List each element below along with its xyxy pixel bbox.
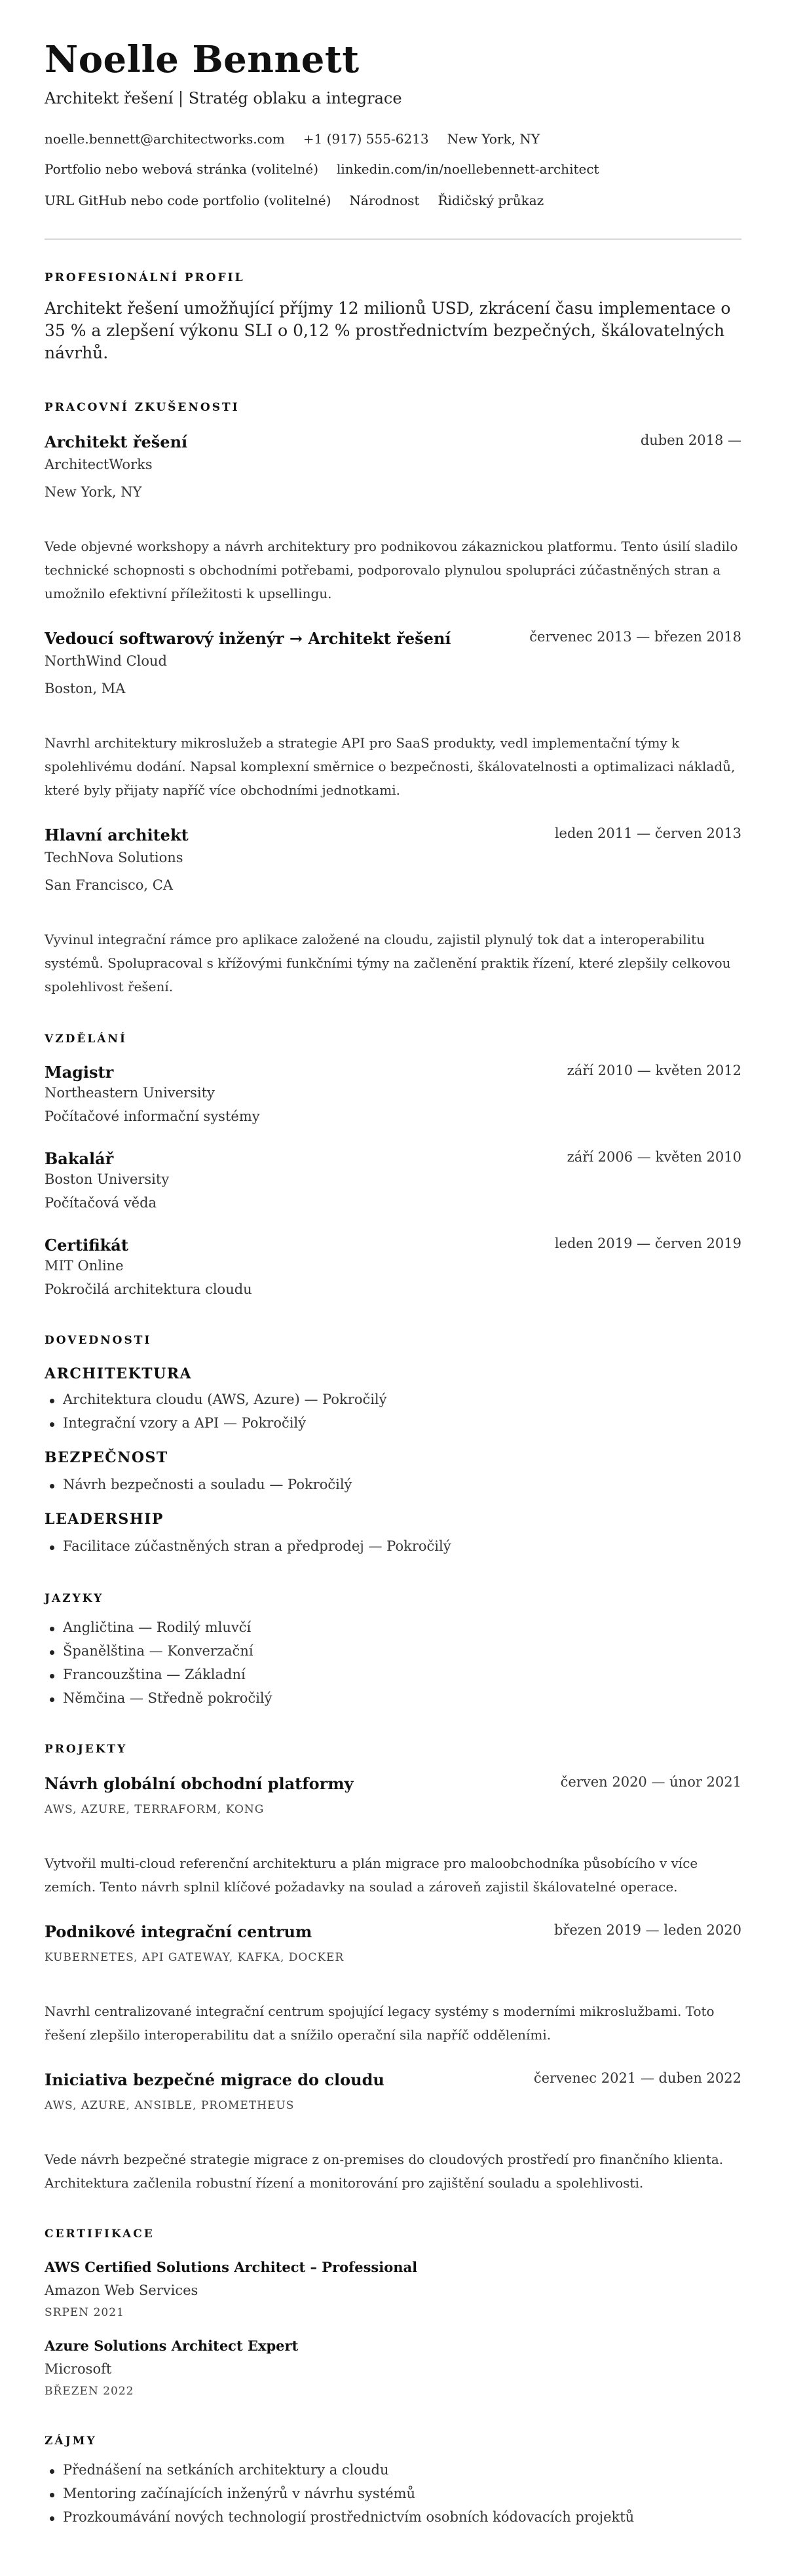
nationality: Národnost <box>349 193 420 208</box>
job-description: Vyvinul integrační rámce pro aplikace založené na cloudu, zajistil plynulý tok dat a interoperabilitu systémů. Spolupracoval s křížovými funkčními týmy na začlenění praktik řízení, které zlepšily celkovou spolehlivost řešení. <box>45 932 731 994</box>
section-title-certifications: CERTIFIKACE <box>45 2227 155 2241</box>
project-description: Navrhl centralizované integrační centrum spojující legacy systémy s moderními mikroslužbami. Toto řešení zlepšilo interoperabilitu dat a snížilo operační sila napříč odděleními. <box>45 2003 715 2043</box>
project-title: Podnikové integrační centrum <box>45 1922 312 1941</box>
certification-name: Azure Solutions Architect Expert <box>45 2338 299 2354</box>
profile-summary: Architekt řešení umožňující příjmy 12 milionů USD, zkrácení času implementace o 35 % a zlepšení výkonu SLI o 0,12 % prostřednictvím bezpečných, škálovatelných návrhů. <box>45 299 731 362</box>
section-title-skills: DOVEDNOSTI <box>45 1334 152 1347</box>
certification-name: AWS Certified Solutions Architect – Professional <box>45 2259 418 2275</box>
job-description: Navrhl architektury mikroslužeb a strategie API pro SaaS produkty, vedl implementační týmy k spolehlivému dodání. Napsal komplexní směrnice o bezpečnosti, škálovatelnosti a optimalizaci nákladů, které byly přijaty napříč více obchodními jednotkami. <box>45 735 736 798</box>
job-title: Hlavní architekt <box>45 825 189 844</box>
project-tech: AWS, AZURE, TERRAFORM, KONG <box>45 1803 265 1816</box>
header-divider <box>45 238 741 240</box>
degree-dates: září 2006 — květen 2010 <box>567 1149 741 1165</box>
job-dates: leden 2011 — červen 2013 <box>554 825 741 841</box>
job-location: San Francisco, CA <box>45 877 174 893</box>
job-dates: červenec 2013 — březen 2018 <box>529 629 741 645</box>
job-dates: duben 2018 — <box>640 432 741 448</box>
candidate-name: Noelle Bennett <box>45 38 360 81</box>
job-company: NorthWind Cloud <box>45 653 167 669</box>
field-of-study: Počítačová věda <box>45 1195 157 1211</box>
section-title-profile: PROFESIONÁLNÍ PROFIL <box>45 271 245 284</box>
degree-dates: leden 2019 — červen 2019 <box>554 1236 741 1251</box>
github-link[interactable]: URL GitHub nebo code portfolio (volitelné) <box>45 193 331 208</box>
project-tech: AWS, AZURE, ANSIBLE, PROMETHEUS <box>45 2099 295 2112</box>
certification-issuer: Amazon Web Services <box>45 2282 198 2298</box>
portfolio-link[interactable]: Portfolio nebo webová stránka (volitelné) <box>45 161 319 177</box>
section-title-education: VZDĚLÁNÍ <box>45 1032 127 1046</box>
driving-license: Řidičský průkaz <box>438 193 544 208</box>
school-name: Boston University <box>45 1171 170 1187</box>
school-name: Northeastern University <box>45 1085 215 1101</box>
email-link[interactable]: noelle.bennett@architectworks.com <box>45 131 285 147</box>
certification-issuer: Microsoft <box>45 2361 112 2377</box>
contact-row-1 <box>45 131 558 147</box>
location: New York, NY <box>447 131 540 147</box>
candidate-subtitle: Architekt řešení | Stratég oblaku a integrace <box>45 89 402 107</box>
project-description: Vytvořil multi-cloud referenční architekturu a plán migrace pro maloobchodníka působícího v více zemích. Tento návrh splnil klíčové požadavky na soulad a zároveň zajistil škálovatelné operace. <box>45 1855 698 1895</box>
degree-title: Certifikát <box>45 1236 128 1255</box>
degree-dates: září 2010 — květen 2012 <box>567 1063 741 1078</box>
project-dates: březen 2019 — leden 2020 <box>553 1922 741 1938</box>
job-location: New York, NY <box>45 484 142 500</box>
skill-group-title: BEZPEČNOST <box>45 1449 168 1466</box>
skill-group-title: LEADERSHIP <box>45 1511 164 1528</box>
project-title: Iniciativa bezpečné migrace do cloudu <box>45 2070 384 2089</box>
skill-group-title: ARCHITEKTURA <box>45 1365 193 1382</box>
field-of-study: Pokročilá architektura cloudu <box>45 1281 252 1297</box>
job-company: ArchitectWorks <box>45 457 153 472</box>
degree-title: Magistr <box>45 1063 114 1082</box>
job-title: Vedoucí softwarový inženýr → Architekt řešení <box>45 629 451 648</box>
section-title-interests: ZÁJMY <box>45 2434 97 2448</box>
section-title-projects: PROJEKTY <box>45 1743 128 1756</box>
project-dates: červenec 2021 — duben 2022 <box>533 2070 741 2086</box>
certification-date: BŘEZEN 2022 <box>45 2385 134 2398</box>
degree-title: Bakalář <box>45 1149 114 1168</box>
linkedin-link[interactable]: linkedin.com/in/noellebennett-architect <box>337 161 599 177</box>
job-company: TechNova Solutions <box>45 850 183 865</box>
section-title-languages: JAZYKY <box>45 1592 104 1605</box>
project-tech: KUBERNETES, API GATEWAY, KAFKA, DOCKER <box>45 1951 345 1964</box>
job-description: Vede objevné workshopy a návrh architektury pro podnikovou zákaznickou platformu. Tento úsilí sladilo technické schopnosti s obchodními potřebami, podporovalo plynulou spolupráci zúčastněných stran a umožnilo efektivní příležitosti k upsellingu. <box>45 539 738 601</box>
contact-row-3 <box>45 193 562 208</box>
section-title-experience: PRACOVNÍ ZKUŠENOSTI <box>45 401 240 414</box>
job-title: Architekt řešení <box>45 432 188 451</box>
project-description: Vede návrh bezpečné strategie migrace z on-premises do cloudových prostředí pro finančního klienta. Architektura začlenila robustní řízení a monitorování pro zajištění souladu a spolehlivosti. <box>45 2151 724 2191</box>
certification-date: SRPEN 2021 <box>45 2306 124 2319</box>
phone-number[interactable]: +1 (917) 555-6213 <box>303 131 429 147</box>
contact-row-2 <box>45 161 618 177</box>
project-title: Návrh globální obchodní platformy <box>45 1774 354 1793</box>
field-of-study: Počítačové informační systémy <box>45 1108 260 1124</box>
job-location: Boston, MA <box>45 681 126 696</box>
project-dates: červen 2020 — únor 2021 <box>560 1774 741 1790</box>
school-name: MIT Online <box>45 1258 124 1274</box>
